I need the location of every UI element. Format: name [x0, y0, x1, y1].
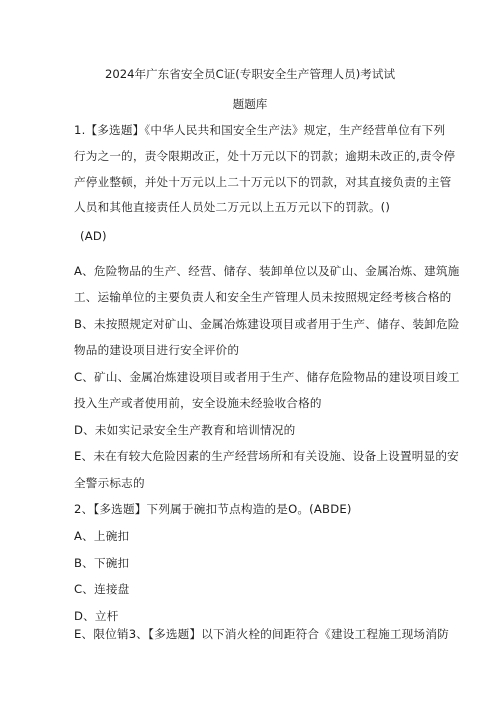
question-1-option-c-line-1: C、矿山、金属冶炼建设项目或者用于生产、储存危险物品的建设项目竣工: [74, 370, 460, 384]
question-1-line-2: 行为之一的，责令限期改正，处十万元以下的罚款；逾期未改正的,责令停: [74, 149, 456, 163]
question-1-option-a-line-1: A、危险物品的生产、经营、储存、装卸单位以及矿山、金属冶炼、建筑施: [74, 264, 460, 278]
question-1-option-a-line-2: 工、运输单位的主要负责人和安全生产管理人员未按照规定经考核合格的: [74, 290, 452, 304]
question-1-line-4: 人员和其他直接责任人员处二万元以上五万元以下的罚款。(): [74, 200, 391, 214]
question-1-option-e-line-2: 全警示标志的: [74, 476, 145, 490]
question-1-answer: (AD): [80, 229, 107, 243]
question-1-option-c-line-2: 投入生产或者使用前，安全设施未经验收合格的: [74, 396, 322, 410]
question-2-line-1: 2、【多选题】下列属于碗扣节点构造的是O。(ABDE): [74, 502, 352, 516]
question-1-line-1: 1.【多选题】《中华人民共和国安全生产法》规定，生产经营单位有下列: [74, 123, 446, 137]
question-1-line-3: 产停业整顿，并处十万元以上二十万元以下的罚款，对其直接负责的主管: [74, 175, 452, 189]
question-1-option-d: D、未如实记录安全生产教育和培训情况的: [74, 423, 296, 437]
question-1-option-e-line-1: E、未在有较大危险因素的生产经营场所和有关设施、设备上设置明显的安: [74, 449, 459, 463]
question-2-option-b: B、下碗扣: [74, 556, 130, 570]
question-1-option-b-line-1: B、未按照规定对矿山、金属冶炼建设项目或者用于生产、储存、装卸危险: [74, 317, 460, 331]
question-2-option-a: A、上碗扣: [74, 529, 130, 543]
question-2-option-d: D、立杆: [74, 609, 119, 623]
question-2-option-e-and-question-3: E、限位销3、【多选题】以下消火栓的间距符合《建设工程施工现场消防: [74, 627, 449, 641]
document-title-line-2: 题题库: [232, 97, 268, 111]
question-2-option-c: C、连接盘: [74, 582, 130, 596]
question-1-option-b-line-2: 物品的建设项目进行安全评价的: [74, 343, 240, 357]
document-title-line-1: 2024年广东省安全员C证(专职安全生产管理人员)考试试: [104, 67, 396, 81]
